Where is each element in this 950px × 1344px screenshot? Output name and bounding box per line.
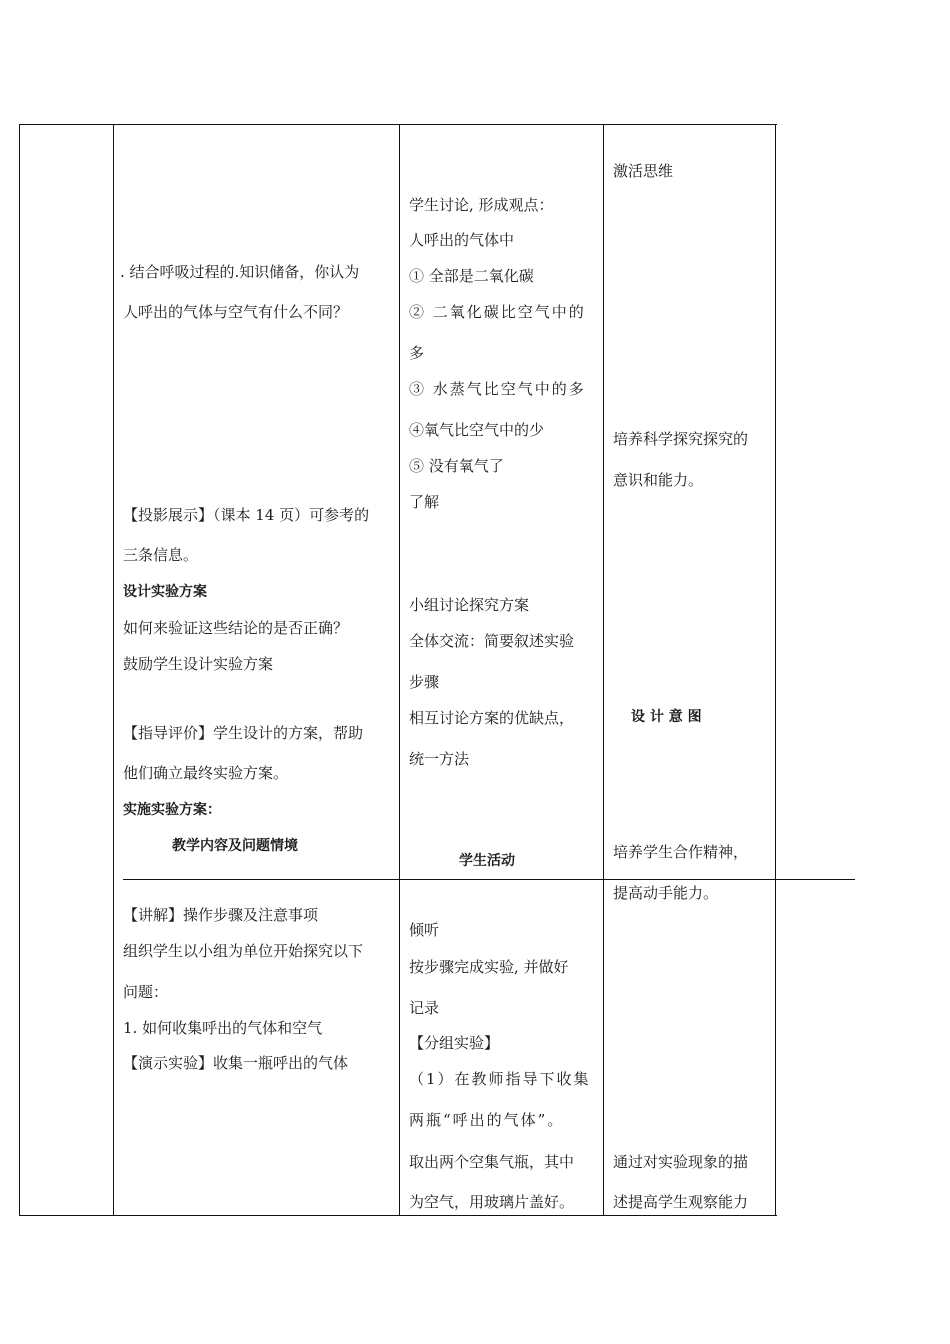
mutual-line-2: 统一方法 [409, 750, 470, 768]
observe-line-2: 述提高学生观察能力 [613, 1193, 749, 1211]
step-2-line-1: 取出两个空集气瓶，其中 [409, 1153, 575, 1171]
explain-text: 【讲解】操作步骤及注意事项 [123, 906, 319, 924]
column-divider-2 [399, 124, 400, 1216]
exchange-line-2: 步骤 [409, 673, 440, 691]
guide-line-2: 他们确立最终实验方案。 [123, 764, 289, 782]
guide-line-1: 【指导评价】学生设计的方案，帮助 [123, 724, 364, 742]
table-left-border [19, 124, 20, 1216]
listen-text: 倾听 [409, 921, 440, 939]
mutual-line-1: 相互讨论方案的优缺点， [409, 709, 575, 727]
question-line-1: . 结合呼吸过程的.知识储备，你认为 [120, 263, 360, 281]
intent-column-header: 设 计 意 图 [631, 709, 702, 725]
column-divider-3 [603, 124, 604, 1216]
organize-line-2: 问题： [123, 983, 169, 1001]
understand-text: 了解 [409, 493, 440, 511]
cultivate-line-1: 培养科学探究探究的 [613, 430, 749, 448]
verify-question: 如何来验证这些结论的是否正确？ [123, 619, 349, 637]
cooperation-line-1: 培养学生合作精神， [613, 843, 749, 861]
exchange-line-1: 全体交流：简要叙述实验 [409, 632, 575, 650]
activate-thinking: 激活思维 [613, 162, 674, 180]
step-1-line-2: 两瓶“呼出的气体”。 [409, 1111, 565, 1129]
discuss-text: 学生讨论, 形成观点： [409, 196, 554, 214]
follow-line-2: 记录 [409, 999, 440, 1017]
table-bottom-border [19, 1215, 777, 1216]
projection-line-2: 三条信息。 [123, 546, 199, 564]
group-experiment-label: 【分组实验】 [409, 1034, 500, 1052]
cooperation-line-2: 提高动手能力。 [613, 884, 719, 902]
collect-question: 1. 如何收集呼出的气体和空气 [123, 1019, 323, 1037]
option-2-line-1: ② 二氧化碳比空气中的 [409, 303, 586, 321]
option-5: ⑤ 没有氧气了 [409, 457, 504, 475]
step-2-line-2: 为空气，用玻璃片盖好。 [409, 1193, 575, 1211]
implement-heading: 实施实验方案： [123, 802, 221, 818]
option-3: ③ 水蒸气比空气中的多 [409, 380, 586, 398]
header-row-divider [123, 879, 855, 880]
projection-line-1: 【投影展示】（课本 14 页）可参考的 [123, 506, 370, 524]
follow-line-1: 按步骤完成实验, 并做好 [409, 958, 569, 976]
design-heading: 设计实验方案 [123, 584, 207, 600]
table-top-border [19, 124, 777, 125]
organize-line-1: 组织学生以小组为单位开始探究以下 [123, 942, 364, 960]
student-column-header: 学生活动 [459, 853, 515, 869]
table-right-border [775, 124, 776, 1216]
column-divider-1 [113, 124, 114, 1216]
exhaled-intro: 人呼出的气体中 [409, 231, 515, 249]
encourage-text: 鼓励学生设计实验方案 [123, 655, 274, 673]
cultivate-line-2: 意识和能力。 [613, 471, 704, 489]
option-2-line-2: 多 [409, 344, 425, 362]
demo-text: 【演示实验】收集一瓶呼出的气体 [123, 1054, 349, 1072]
option-1: ① 全部是二氧化碳 [409, 267, 534, 285]
question-line-2: 人呼出的气体与空气有什么不同？ [123, 303, 349, 321]
option-4: ④氧气比空气中的少 [409, 421, 545, 439]
group-discuss-text: 小组讨论探究方案 [409, 596, 530, 614]
step-1-line-1: （1）在教师指导下收集 [409, 1070, 591, 1088]
content-column-header: 教学内容及问题情境 [172, 838, 298, 854]
observe-line-1: 通过对实验现象的描 [613, 1153, 749, 1171]
